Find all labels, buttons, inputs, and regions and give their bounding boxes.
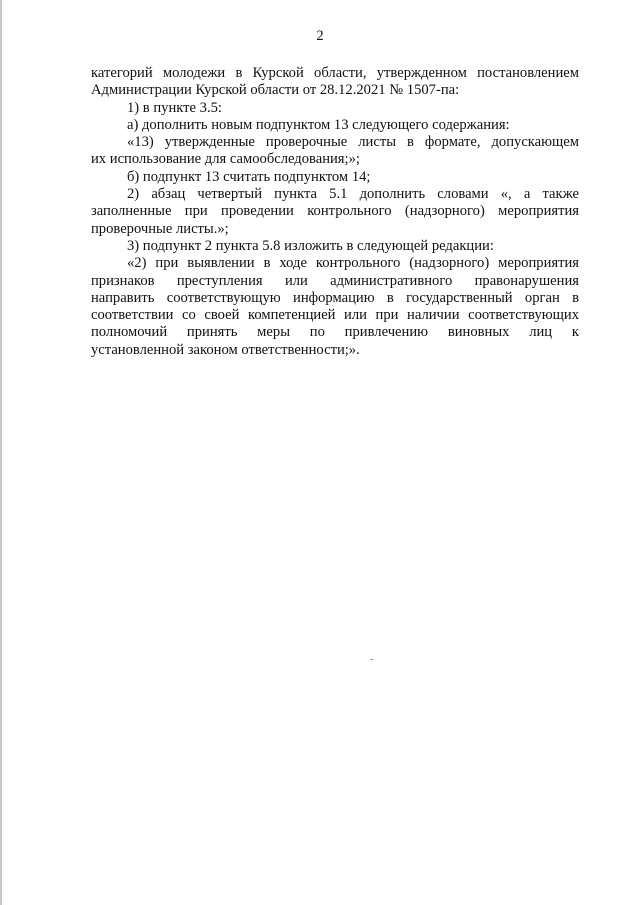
text-line: признаков преступления или административного правонарушения bbox=[91, 272, 579, 289]
text-line: установленной законом ответственности;». bbox=[91, 341, 360, 358]
paragraph-item-b: б) подпункт 13 считать подпунктом 14; bbox=[127, 168, 371, 185]
text-line: проверочные листы.»; bbox=[91, 220, 229, 237]
paragraph-item-1: 1) в пункте 3.5: bbox=[127, 99, 222, 116]
text-line: их использование для самообследования;»; bbox=[91, 151, 360, 168]
text-line: Администрации Курской области от 28.12.2021 № 1507-па: bbox=[91, 82, 460, 99]
page-number: 2 bbox=[316, 28, 324, 44]
text-line: полномочий принять меры по привлечению виновных лиц к bbox=[91, 324, 579, 341]
text-line: направить соответствующую информацию в государственный орган в bbox=[91, 289, 579, 306]
document-body bbox=[91, 65, 579, 359]
paragraph-continuation bbox=[91, 65, 579, 100]
text-line: заполненные при проведении контрольного (надзорного) мероприятия bbox=[91, 203, 579, 220]
paragraph-item-a: а) дополнить новым подпунктом 13 следующего содержания: bbox=[127, 116, 510, 133]
paragraph-subitem-13 bbox=[91, 134, 579, 169]
text-line: «13) утвержденные проверочные листы в формате, допускающем bbox=[127, 134, 579, 151]
text-line: соответствии со своей компетенцией или при наличии соответствующих bbox=[91, 307, 579, 324]
text-line: 2) абзац четвертый пункта 5.1 дополнить словами «, а также bbox=[127, 186, 579, 203]
scan-edge bbox=[0, 0, 2, 905]
paragraph-new-subitem-2 bbox=[91, 255, 579, 359]
scan-speck bbox=[370, 659, 373, 660]
paragraph-item-2 bbox=[91, 186, 579, 238]
paragraph-item-3: 3) подпункт 2 пункта 5.8 изложить в следующей редакции: bbox=[127, 237, 494, 254]
text-line: «2) при выявлении в ходе контрольного (надзорного) мероприятия bbox=[127, 255, 579, 272]
text-line: категорий молодежи в Курской области, утвержденном постановлением bbox=[91, 65, 579, 81]
